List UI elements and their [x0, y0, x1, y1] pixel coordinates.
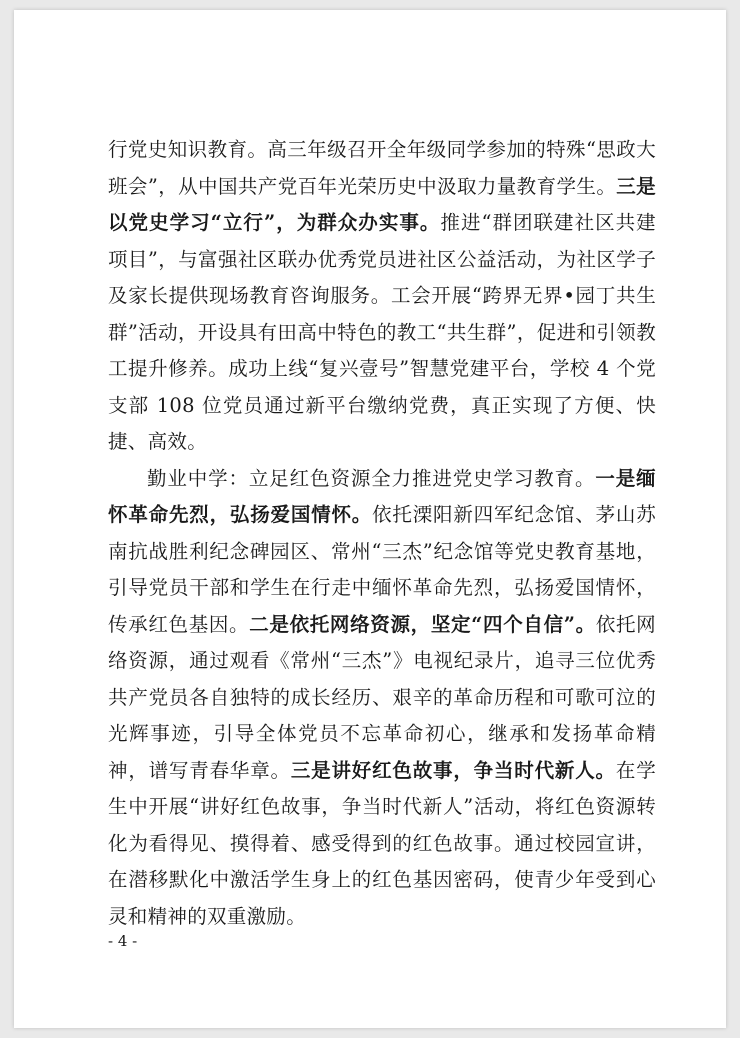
- paragraph-2-text-4: 在学生中开展“讲好红色故事，争当时代新人”活动，将红色资源转化为看得见、摸得着、感受得到的红色故事。通过校园宣讲，在潜移默化中激活学生身上的红色基因密码，使青少年受到心灵和精神的双重激励。: [108, 758, 656, 928]
- body-text: [108, 132, 656, 935]
- paragraph-1-text-1: 行党史知识教育。高三年级召开全年级同学参加的特殊“思政大班会”，从中国共产党百年光荣历史中汲取力量教育学生。: [108, 138, 656, 198]
- paragraph-1-text-2: 推进“群团联建社区共建项目”，与富强社区联办优秀党员进社区公益活动，为社区学子及家长提供现场教育咨询服务。工会开展“跨界无界•园丁共生群”活动，开设具有田高中特色的教工“共生群”，促进和引领教工提升修养。成功上线“复兴壹号”智慧党建平台，学校 4 个党支部 108 位党员通过新平台缴纳党费，真正实现了方便、快捷、高效。: [108, 211, 656, 453]
- paragraph-2-bold-1: 一是缅怀革命先烈，弘扬爱国情怀。: [108, 466, 656, 526]
- paragraph-2-text-3: 依托网络资源，通过观看《常州“三杰”》电视纪录片，追寻三位优秀共产党员各自独特的成长经历、艰辛的革命历程和可歌可泣的光辉事迹，引导全体党员不忘革命初心，继承和发扬革命精神，谱写青春华章。: [108, 612, 656, 782]
- page-number: - 4 -: [108, 932, 138, 950]
- paragraph-2-text-2: 依托溧阳新四军纪念馆、茅山苏南抗战胜利纪念碑园区、常州“三杰”纪念馆等党史教育基地，引导党员干部和学生在行走中缅怀革命先烈，弘扬爱国情怀，传承红色基因。: [108, 503, 657, 636]
- paragraph-2-bold-2: 二是依托网络资源，坚定“四个自信”。: [249, 612, 596, 636]
- paragraph-1: [108, 132, 656, 461]
- document-page: [14, 10, 726, 1028]
- paragraph-2-text-1: 勤业中学：立足红色资源全力推进党史学习教育。: [147, 466, 596, 490]
- paragraph-1-bold-1: 三是以党史学习“立行”，为群众办实事。: [108, 174, 656, 234]
- paragraph-2: [108, 461, 656, 936]
- paragraph-2-bold-3: 三是讲好红色故事，争当时代新人。: [290, 758, 616, 782]
